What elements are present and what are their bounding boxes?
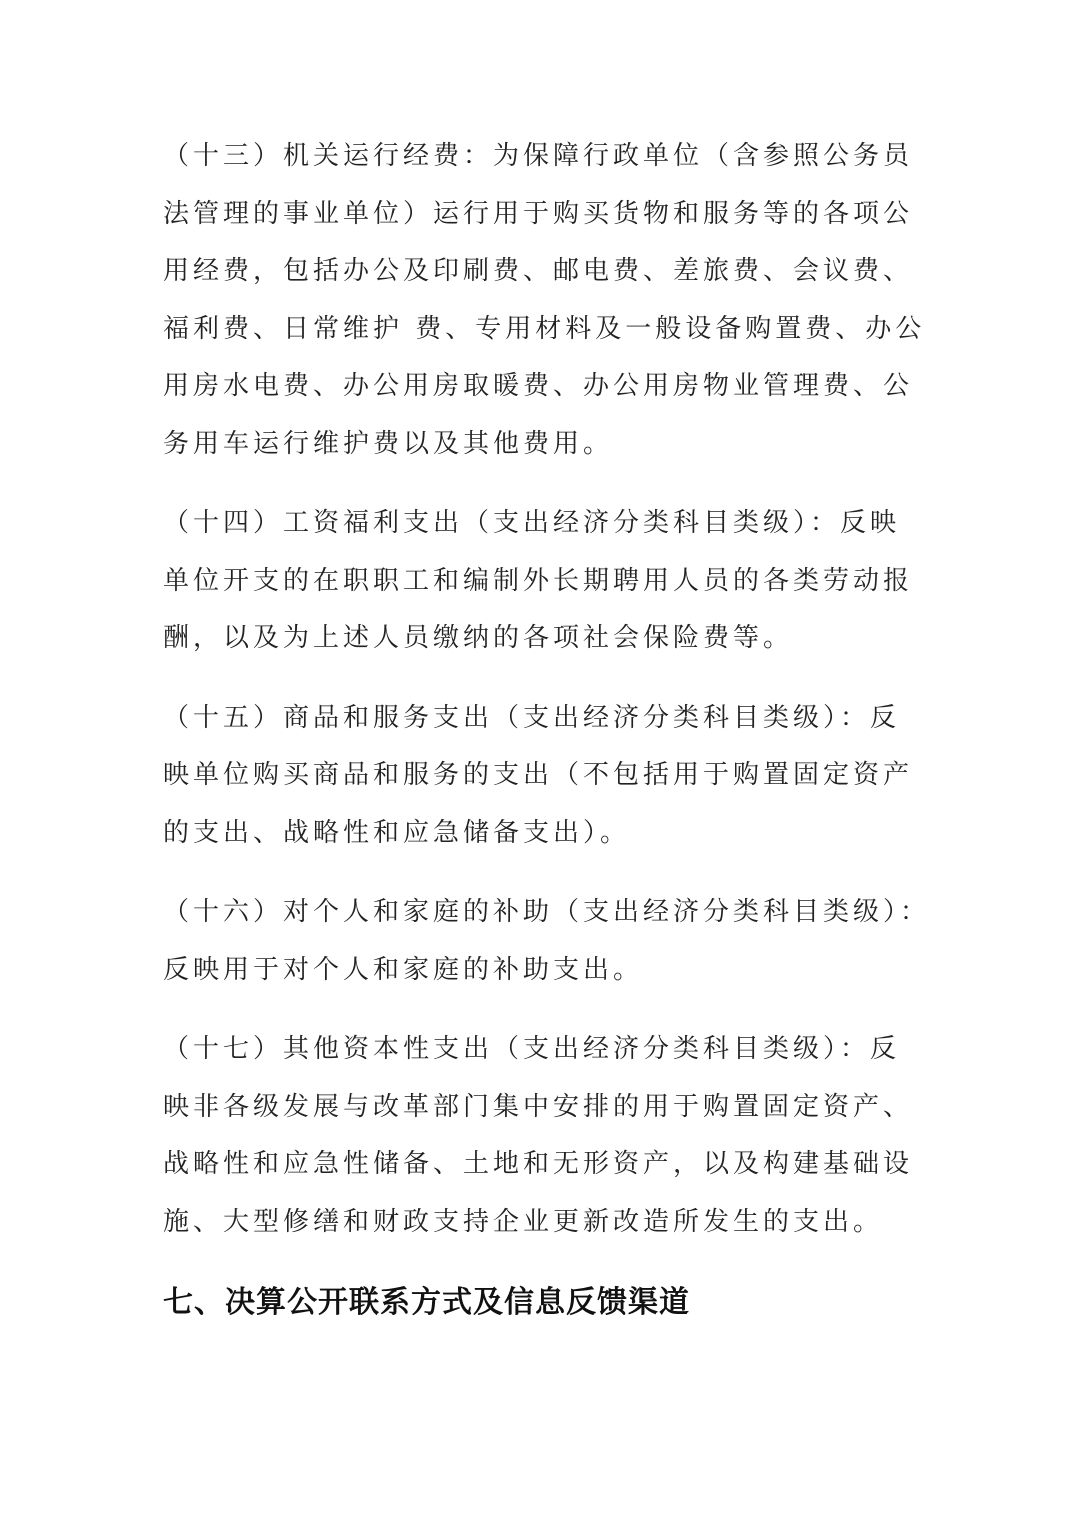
text-line: 的支出、战略性和应急储备支出）。 [163,817,631,848]
text-line: （十三）机关运行经费：为保障行政单位（含参照公务员 [163,141,914,171]
paragraph-14-wage-welfare-expenditure [163,495,914,668]
text-line: 福利费、日常维护 费、专用材料及一般设备购置费、办公 [163,313,926,344]
paragraph-13-institution-operating-expenses [163,128,926,473]
paragraph-15-goods-services-expenditure [163,690,914,863]
text-line: 映单位购买商品和服务的支出（不包括用于购置固定资产 [163,760,914,790]
text-line: （十七）其他资本性支出（支出经济分类科目类级）：反 [163,1034,901,1064]
document-body [163,128,931,1333]
paragraph-16-household-subsidy [163,884,931,999]
section-heading-contact-feedback: 七、决算公开联系方式及信息反馈渠道 [163,1285,690,1320]
text-line: 务用车运行维护费以及其他费用。 [163,428,614,459]
text-line: （十四）工资福利支出（支出经济分类科目类级）：反映 [163,508,901,538]
text-line: 映非各级发展与改革部门集中安排的用于购置固定资产、 [163,1091,914,1122]
text-line: 战略性和应急性储备、土地和无形资产，以及构建基础设 [163,1149,914,1179]
text-line: 反映用于对个人和家庭的补助支出。 [163,954,644,985]
text-line: 酬，以及为上述人员缴纳的各项社会保险费等。 [163,623,794,653]
text-line: 施、大型修缮和财政支持企业更新改造所发生的支出。 [163,1206,884,1237]
text-line: 单位开支的在职职工和编制外长期聘用人员的各类劳动报 [163,565,914,596]
text-line: （十六）对个人和家庭的补助（支出经济分类科目类级）： [163,897,931,927]
text-line: 法管理的事业单位）运行用于购买货物和服务等的各项公 [163,198,914,229]
text-line: 用房水电费、办公用房取暖费、办公用房物业管理费、公 [163,371,914,401]
text-line: 用经费，包括办公及印刷费、邮电费、差旅费、会议费、 [163,256,914,286]
text-line: （十五）商品和服务支出（支出经济分类科目类级）：反 [163,702,901,733]
paragraph-17-other-capital-expenditure [163,1021,914,1251]
